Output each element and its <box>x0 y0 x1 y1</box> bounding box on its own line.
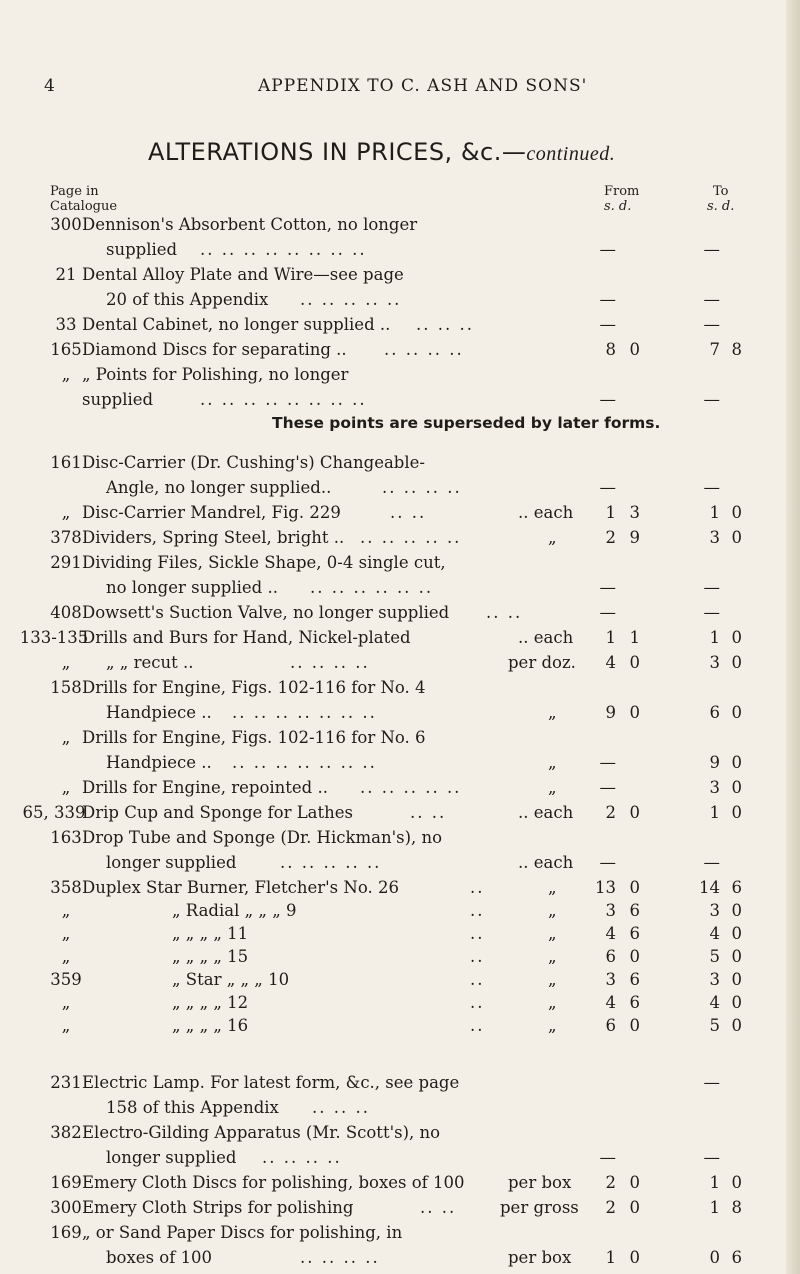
from-pence: 1 <box>629 628 640 647</box>
from-pence: 3 <box>629 503 640 522</box>
page-ref: 291 <box>50 553 82 572</box>
page-ref: 300 <box>50 1198 82 1217</box>
to-shillings: 9 <box>709 753 720 772</box>
page-ref: 165 <box>50 340 82 359</box>
to-pence: 0 <box>731 947 742 966</box>
item-description: Emery Cloth Discs for polishing, boxes of 100 <box>82 1173 465 1192</box>
page-in-label: Page in <box>50 184 99 199</box>
unit-label: per box <box>508 1248 572 1267</box>
to-shillings: 1 <box>709 628 720 647</box>
page-edge <box>786 0 800 1274</box>
page-ref: 33 <box>55 315 77 334</box>
from-price: — <box>599 753 616 772</box>
unit-label: „ <box>548 901 557 920</box>
unit-label: „ <box>548 778 557 797</box>
to-price: — <box>703 853 720 872</box>
from-shillings: 1 <box>605 503 616 522</box>
item-description-cont: Handpiece .. <box>106 753 212 772</box>
item-description: „ or Sand Paper Discs for polishing, in <box>82 1223 403 1242</box>
item-description: Duplex Star Burner, Fletcher's No. 26 <box>82 878 399 897</box>
from-pence: 6 <box>629 901 640 920</box>
item-description: Dividers, Spring Steel, bright .. <box>82 528 345 547</box>
from-price: — <box>599 315 616 334</box>
item-description: Drills for Engine, repointed .. <box>82 778 328 797</box>
to-shillings: 3 <box>709 970 720 989</box>
to-price: — <box>703 390 720 409</box>
to-pence: 0 <box>731 653 742 672</box>
to-pence: 0 <box>731 901 742 920</box>
column-header-page-in <box>50 184 117 214</box>
page-ref: 359 <box>50 970 82 989</box>
to-shillings: 4 <box>709 924 720 943</box>
from-pence: 0 <box>629 703 640 722</box>
to-pence: 0 <box>731 528 742 547</box>
to-shillings: 1 <box>709 1173 720 1192</box>
from-shillings: 9 <box>605 703 616 722</box>
page-ref: 161 <box>50 453 82 472</box>
to-price: — <box>703 290 720 309</box>
from-pence: 6 <box>629 970 640 989</box>
page-ref: „ <box>61 653 71 672</box>
to-units: s. d. <box>707 199 735 214</box>
to-pence: 8 <box>731 340 742 359</box>
item-description: Drip Cup and Sponge for Lathes <box>82 803 353 822</box>
from-shillings: 4 <box>605 993 616 1012</box>
item-description-cont: Angle, no longer supplied.. <box>106 478 332 497</box>
page-ref: 382 <box>50 1123 82 1142</box>
column-header-from <box>604 184 639 214</box>
from-price: — <box>599 778 616 797</box>
item-description-cont: 158 of this Appendix <box>106 1098 279 1117</box>
page-number: 4 <box>44 76 56 96</box>
page-ref: „ <box>61 993 71 1012</box>
page-ref: „ <box>61 728 71 747</box>
from-shillings: 2 <box>605 528 616 547</box>
column-header-to <box>707 184 734 214</box>
to-shillings: 3 <box>709 653 720 672</box>
from-pence: 0 <box>629 1173 640 1192</box>
catalogue-label: Catalogue <box>50 199 118 214</box>
to-pence: 0 <box>731 1173 742 1192</box>
item-description: Emery Cloth Strips for polishing <box>82 1198 354 1217</box>
document-page: 4 APPENDIX TO C. ASH AND SONS' ALTERATIONS IN PRICES, &c.—continued. Page in Catalogue From s. d. To s. d. 300 Dennison's Absorbent Cotton, no longer supplied .. .. .. .. .. .. .. .. — — 21 Dental Alloy Plate and Wire—see page 20 of this Appendix .. .. .. .. .. — — 33 Dental Cabinet, no longer supplied .. .. .. .. — — 165 Diamond Discs for separating .. .. .. .. .. 8 0 7 8 „ „ Points for Polishing, no longer supplied .. .. .. .. .. .. .. .. — — These points are superseded by later forms. 161 Disc-Carrier (Dr. Cushing's) Changeable- Angle, no longer supplied.. .. .. .. .. — — „ Disc-Carrier Mandrel, Fig. 229 .. .. .. each 1 3 1 0 378 Dividers, Spring Steel, bright .. .. .. .. .. .. „ 2 9 3 0 291 Dividing Files, Sickle Shape, 0-4 single cut, no longer supplied .. .. .. .. .. .. .. — — 408 Dowsett's Suction Valve, no longer supplied .. .. — — 133-135 Drills and Burs for Hand, Nickel-plated .. each 1 1 1 0 „ „ „ recut .. .. .. .. .. per doz. 4 0 3 0 158 Drills for Engine, Figs. 102-116 for No. 4 Handpiece .. .. .. .. .. .. .. .. „ 9 0 6 0 „ Drills for Engine, Figs. 102-116 for No. 6 Handpiece .. .. .. .. .. .. .. .. „ — 9 0 „ Drills for Engine, repointed .. .. .. .. .. .. „ — 3 0 65, 339 Drip Cup and Sponge for Lathes .. .. .. each 2 0 1 0 163 Drop Tube and Sponge (Dr. Hickman's), no longer supplied .. .. .. .. .. .. each — — 358 Duplex Star Burner, Fletcher's No. 26 .. „ 13 0 14 6 „ „ Radial „ „ „ 9 .. „ 3 6 3 0 „ „ „ „ „ 11 .. „ 4 6 4 0 „ „ „ „ „ 15 .. „ 6 0 5 0 359 „ Star „ „ „ 10 .. „ 3 6 3 0 „ „ „ „ „ 12 .. „ 4 6 4 0 „ „ „ „ „ 16 .. „ 6 0 5 0 231 Electric Lamp. For latest form, &c., see page — 158 of this Appendix .. .. .. 382 Electro-Gilding Apparatus (Mr. Scott's), no longer supplied .. .. .. .. — — 169 Emery Cloth Discs for polishing, boxes of 100 per box 2 0 1 0 300 Emery Cloth Strips for polishing .. .. per gross 2 0 1 8 169 „ or Sand Paper Discs for polishing, in boxes of 100 .. .. .. .. per box 1 0 0 6 <box>0 0 800 1274</box>
to-pence: 0 <box>731 924 742 943</box>
superseded-note: These points are superseded by later forms. <box>272 414 661 432</box>
to-shillings: 5 <box>709 1016 720 1035</box>
to-pence: 8 <box>731 1198 742 1217</box>
unit-label: „ <box>548 970 557 989</box>
to-shillings: 1 <box>709 803 720 822</box>
item-description: „ „ „ „ 11 <box>172 924 249 943</box>
item-description: Dividing Files, Sickle Shape, 0-4 single cut, <box>82 553 446 572</box>
page-ref: 300 <box>50 215 82 234</box>
item-description-cont: no longer supplied .. <box>106 578 278 597</box>
to-pence: 0 <box>731 753 742 772</box>
from-shillings: 13 <box>595 878 616 897</box>
from-pence: 0 <box>629 1016 640 1035</box>
to-shillings: 3 <box>709 778 720 797</box>
from-shillings: 1 <box>605 628 616 647</box>
item-description: „ Radial „ „ „ 9 <box>172 901 297 920</box>
page-ref: 163 <box>50 828 82 847</box>
from-price: — <box>599 390 616 409</box>
unit-label: per gross <box>500 1198 579 1217</box>
page-ref: 169 <box>50 1173 82 1192</box>
from-shillings: 4 <box>605 924 616 943</box>
to-pence: 0 <box>731 803 742 822</box>
from-shillings: 6 <box>605 1016 616 1035</box>
to-pence: 0 <box>731 1016 742 1035</box>
item-description: Dowsett's Suction Valve, no longer supplied <box>82 603 450 622</box>
page-ref: „ <box>61 901 71 920</box>
to-label: To <box>713 184 729 199</box>
to-shillings: 1 <box>709 503 720 522</box>
to-pence: 0 <box>731 503 742 522</box>
page-ref: 133-135 <box>19 628 89 647</box>
from-shillings: 2 <box>605 1198 616 1217</box>
from-pence: 0 <box>629 1248 640 1267</box>
from-shillings: 2 <box>605 1173 616 1192</box>
unit-label: „ <box>548 1016 557 1035</box>
to-price: — <box>703 315 720 334</box>
item-description: „ Star „ „ „ 10 <box>172 970 290 989</box>
from-shillings: 3 <box>605 901 616 920</box>
from-pence: 0 <box>629 653 640 672</box>
to-shillings: 3 <box>709 528 720 547</box>
unit-label: per box <box>508 1173 572 1192</box>
from-label: From <box>604 184 640 199</box>
from-shillings: 4 <box>605 653 616 672</box>
item-description: „ „ „ „ 16 <box>172 1016 249 1035</box>
to-shillings: 6 <box>709 703 720 722</box>
from-shillings: 8 <box>605 340 616 359</box>
from-pence: 0 <box>629 340 640 359</box>
unit-label: „ <box>548 878 557 897</box>
page-ref: „ <box>61 365 71 384</box>
from-pence: 0 <box>629 1198 640 1217</box>
to-price: — <box>703 1073 720 1092</box>
from-price: — <box>599 478 616 497</box>
page-ref: 158 <box>50 678 82 697</box>
running-head-title: APPENDIX TO C. ASH AND SONS' <box>258 76 588 96</box>
to-price: — <box>703 578 720 597</box>
to-shillings: 1 <box>709 1198 720 1217</box>
item-description: Dennison's Absorbent Cotton, no longer <box>82 215 418 234</box>
item-description: „ „ „ „ 12 <box>172 993 249 1012</box>
item-description-cont: longer supplied <box>106 1148 237 1167</box>
to-pence: 0 <box>731 628 742 647</box>
unit-label: „ <box>548 993 557 1012</box>
page-ref: „ <box>61 1016 71 1035</box>
to-pence: 0 <box>731 970 742 989</box>
from-shillings: 1 <box>605 1248 616 1267</box>
unit-label: „ <box>548 703 557 722</box>
unit-label: „ <box>548 924 557 943</box>
page-ref: 21 <box>55 265 77 284</box>
to-price: — <box>703 240 720 259</box>
to-pence: 6 <box>731 1248 742 1267</box>
item-description-cont: supplied <box>82 390 154 409</box>
item-description: Electric Lamp. For latest form, &c., see page <box>82 1073 460 1092</box>
from-pence: 0 <box>629 803 640 822</box>
item-description-cont: supplied <box>106 240 178 259</box>
to-shillings: 7 <box>709 340 720 359</box>
from-pence: 0 <box>629 878 640 897</box>
page-ref: 378 <box>50 528 82 547</box>
page-ref: „ <box>61 778 71 797</box>
page-ref: „ <box>61 924 71 943</box>
to-shillings: 14 <box>699 878 720 897</box>
item-description-cont: longer supplied <box>106 853 237 872</box>
from-pence: 0 <box>629 947 640 966</box>
to-pence: 0 <box>731 703 742 722</box>
item-description: Electro-Gilding Apparatus (Mr. Scott's), no <box>82 1123 441 1142</box>
from-price: — <box>599 578 616 597</box>
from-pence: 6 <box>629 993 640 1012</box>
item-description: „ „ „ „ 15 <box>172 947 249 966</box>
from-shillings: 3 <box>605 970 616 989</box>
item-description: Disc-Carrier (Dr. Cushing's) Changeable- <box>82 453 425 472</box>
unit-label: „ <box>548 528 557 547</box>
item-description: Drills and Burs for Hand, Nickel-plated <box>82 628 411 647</box>
item-description-cont: Handpiece .. <box>106 703 212 722</box>
item-description: Drills for Engine, Figs. 102-116 for No. 4 <box>82 678 426 697</box>
unit-label: „ <box>548 947 557 966</box>
item-description: „ „ recut .. <box>106 653 194 672</box>
from-pence: 9 <box>629 528 640 547</box>
unit-label: .. each <box>518 803 574 822</box>
to-pence: 0 <box>731 993 742 1012</box>
from-shillings: 6 <box>605 947 616 966</box>
from-pence: 6 <box>629 924 640 943</box>
to-shillings: 3 <box>709 901 720 920</box>
page-ref: „ <box>61 503 71 522</box>
unit-label: .. each <box>518 503 574 522</box>
to-pence: 6 <box>731 878 742 897</box>
to-price: — <box>703 603 720 622</box>
item-description-cont: 20 of this Appendix <box>106 290 269 309</box>
page-ref: 169 <box>50 1223 82 1242</box>
from-price: — <box>599 240 616 259</box>
page-ref: 231 <box>50 1073 82 1092</box>
page-ref: „ <box>61 947 71 966</box>
unit-label: per doz. <box>508 653 576 672</box>
to-price: — <box>703 478 720 497</box>
item-description: „ Points for Polishing, no longer <box>82 365 349 384</box>
from-price: — <box>599 853 616 872</box>
page-ref: 65, 339 <box>22 803 86 822</box>
to-pence: 0 <box>731 778 742 797</box>
to-shillings: 5 <box>709 947 720 966</box>
from-units: s. d. <box>604 199 632 214</box>
to-price: — <box>703 1148 720 1167</box>
item-description-cont: boxes of 100 <box>106 1248 213 1267</box>
item-description: Drop Tube and Sponge (Dr. Hickman's), no <box>82 828 443 847</box>
page-ref: 408 <box>50 603 82 622</box>
to-shillings: 4 <box>709 993 720 1012</box>
from-shillings: 2 <box>605 803 616 822</box>
item-description: Dental Cabinet, no longer supplied .. <box>82 315 391 334</box>
unit-label: „ <box>548 753 557 772</box>
item-description: Dental Alloy Plate and Wire—see page <box>82 265 404 284</box>
unit-label: .. each <box>518 628 574 647</box>
item-description: Disc-Carrier Mandrel, Fig. 229 <box>82 503 341 522</box>
from-price: — <box>599 290 616 309</box>
item-description: Diamond Discs for separating .. <box>82 340 347 359</box>
page-ref: 358 <box>50 878 82 897</box>
from-price: — <box>599 603 616 622</box>
unit-label: .. each <box>518 853 574 872</box>
heading-main: ALTERATIONS IN PRICES, &c.— <box>148 138 527 166</box>
heading-continued: continued. <box>526 143 616 165</box>
from-price: — <box>599 1148 616 1167</box>
to-shillings: 0 <box>709 1248 720 1267</box>
item-description: Drills for Engine, Figs. 102-116 for No. 6 <box>82 728 426 747</box>
page-heading <box>148 138 615 166</box>
